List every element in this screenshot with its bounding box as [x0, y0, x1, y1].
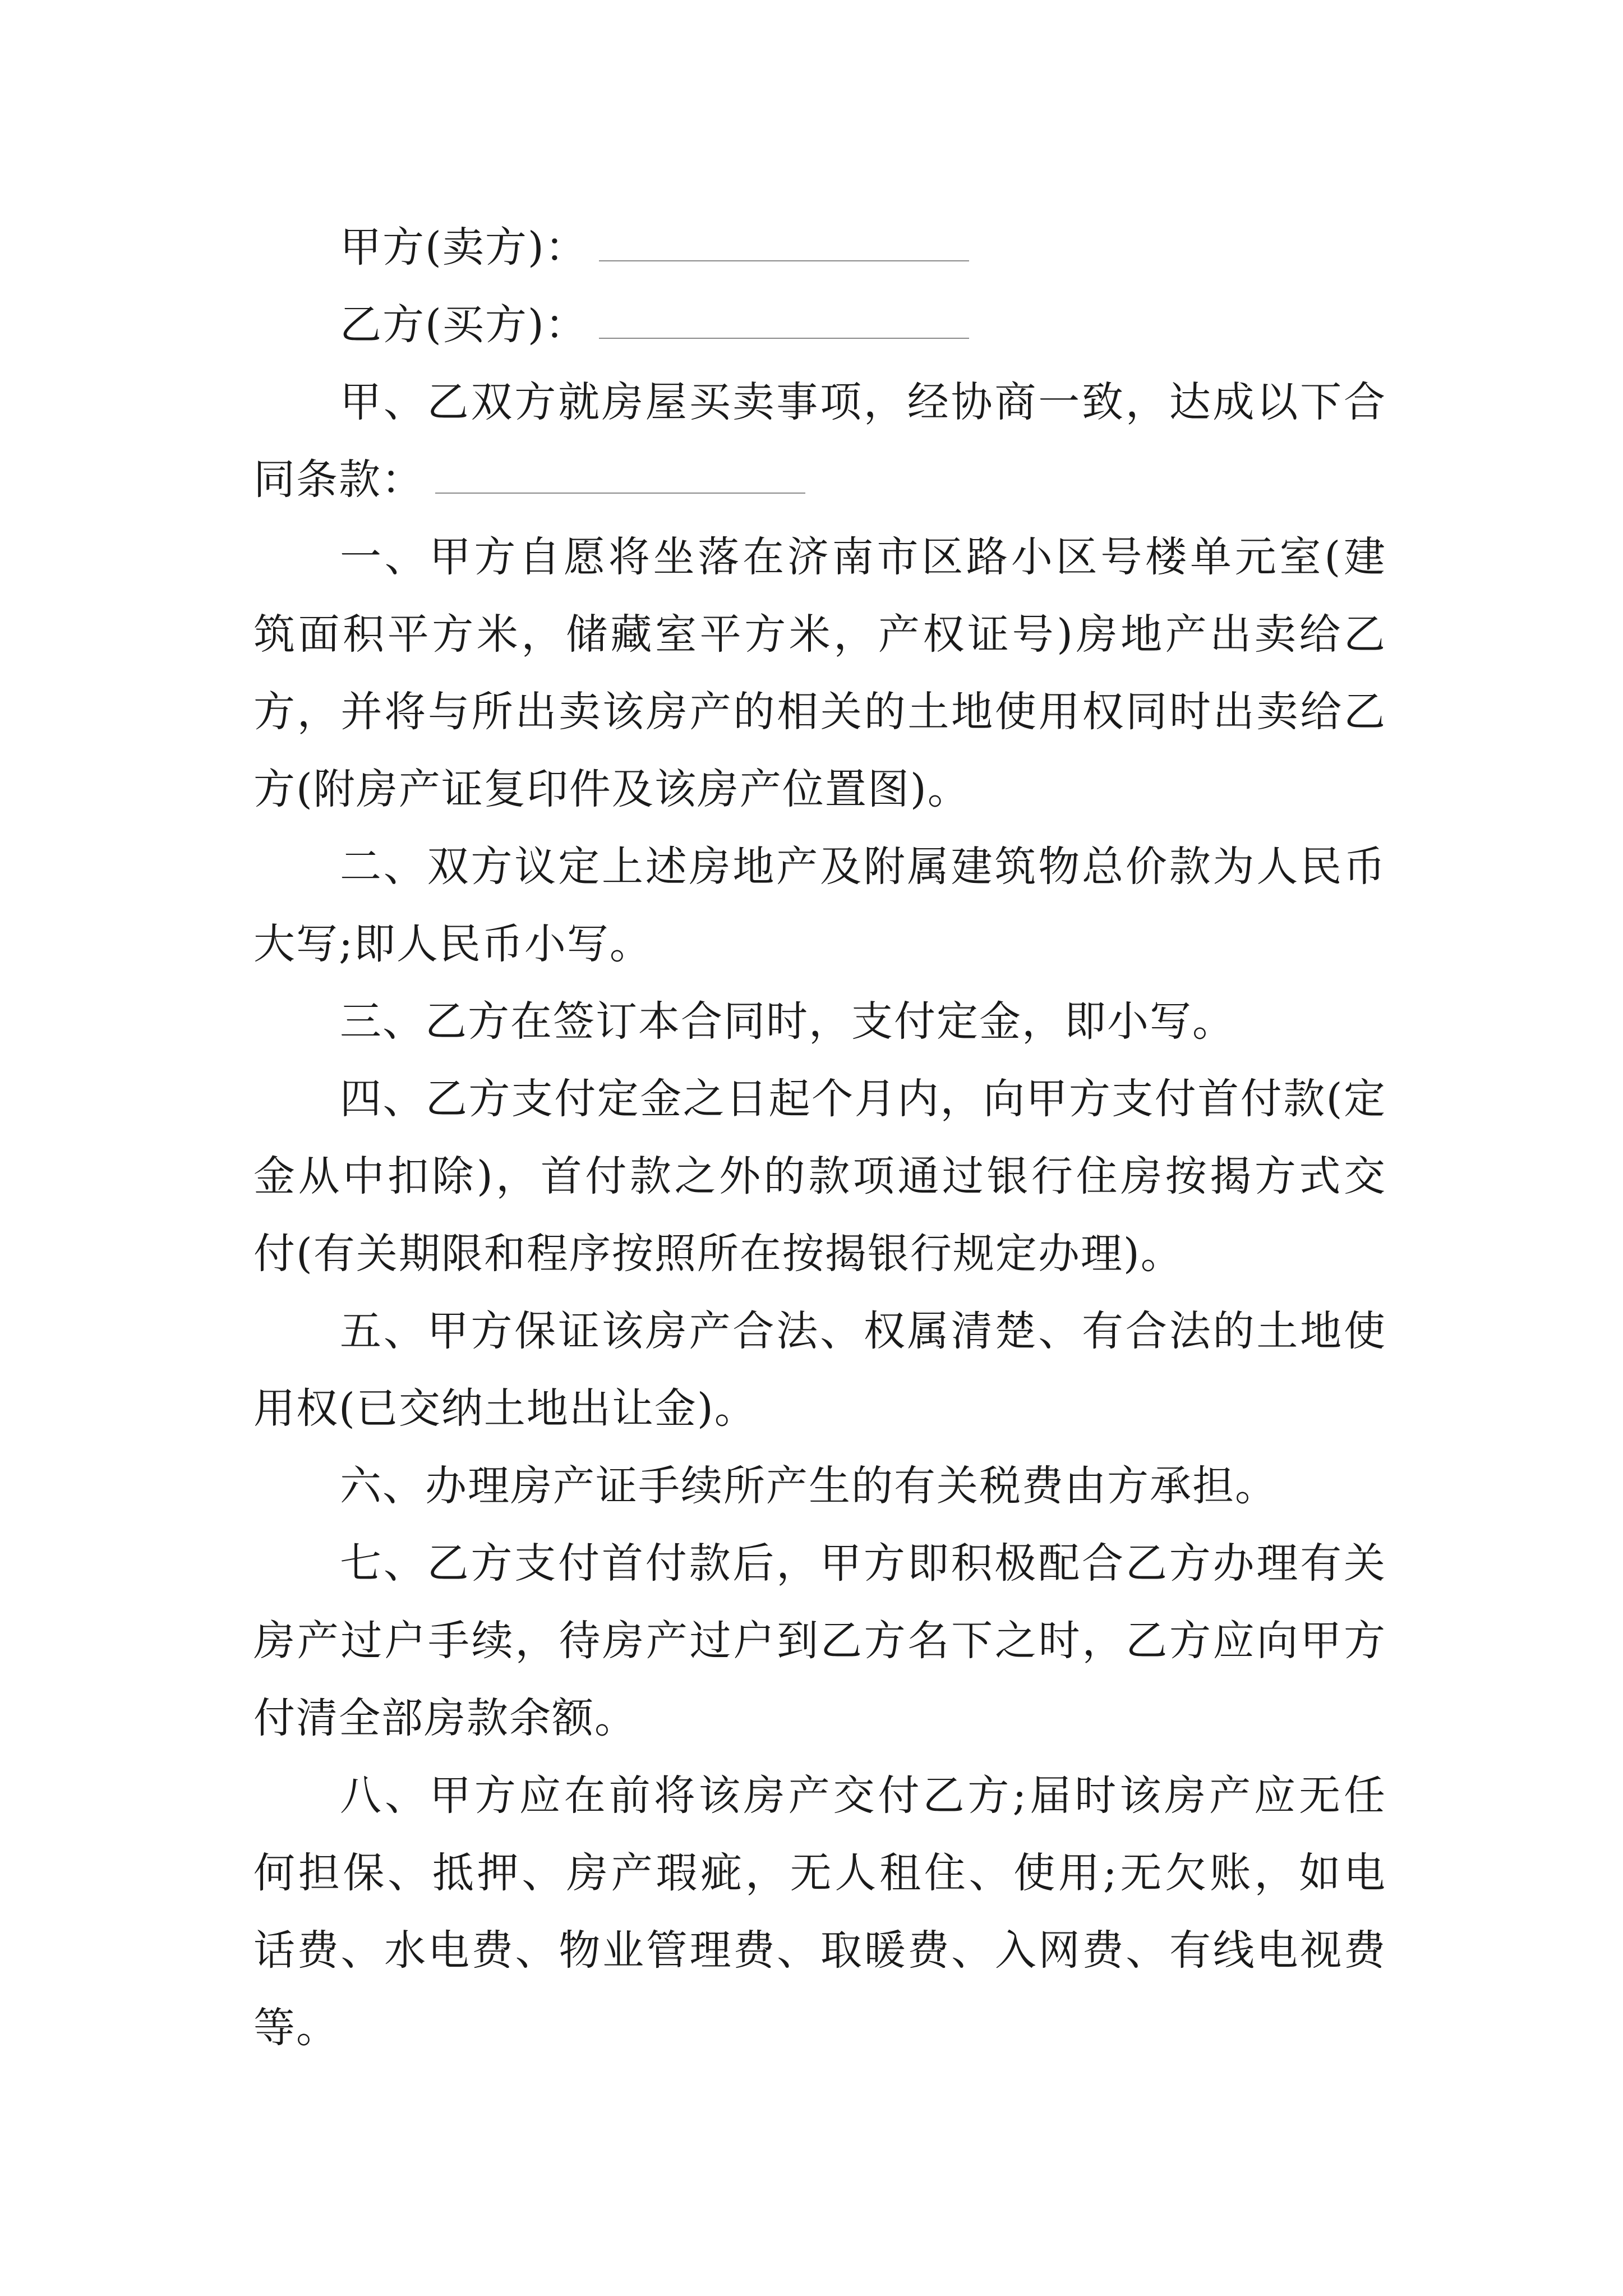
- clause-line: 等。: [253, 2004, 339, 2052]
- clause-line: 话费、水电费、物业管理费、取暖费、入网费、有线电视费: [253, 1926, 1386, 1975]
- party-a-blank-field[interactable]: [599, 227, 969, 261]
- intro-line: 甲、乙双方就房屋买卖事项，经协商一致，达成以下合: [340, 378, 1386, 426]
- contract-body: [253, 209, 1386, 2067]
- party-a-label: 甲方(卖方)：: [340, 223, 588, 272]
- clause-line: 大写;即人民币小写。: [253, 920, 652, 968]
- clause-line: 付(有关期限和程序按照所在按揭银行规定办理)。: [253, 1230, 1183, 1278]
- clause-4: [253, 1060, 1386, 1292]
- clause-line: 三、乙方在签订本合同时，支付定金，即小写。: [340, 997, 1235, 1046]
- clause-line: 用权(已交纳土地出让金)。: [253, 1384, 757, 1433]
- party-b-blank-field[interactable]: [599, 304, 969, 339]
- clause-7: [253, 1525, 1386, 1757]
- clause-8: [253, 1757, 1386, 2067]
- clause-line: 付清全部房款余额。: [253, 1694, 637, 1742]
- clause-line: 七、乙方支付首付款后，甲方即积极配合乙方办理有关: [340, 1539, 1386, 1588]
- clause-line: 四、乙方支付定金之日起个月内，向甲方支付首付款(定: [340, 1075, 1386, 1123]
- clause-line: 一、甲方自愿将坐落在济南市区路小区号楼单元室(建: [340, 533, 1386, 581]
- intro-line-text: 同条款：: [253, 455, 424, 504]
- party-b-line: [253, 286, 1386, 364]
- clause-line: 二、双方议定上述房地产及附属建筑物总价款为人民币: [340, 843, 1386, 891]
- intro-paragraph: [253, 364, 1386, 518]
- party-b-label: 乙方(买方)：: [340, 301, 588, 349]
- clause-line: 何担保、抵押、房产瑕疵，无人租住、使用;无欠账，如电: [253, 1849, 1386, 1897]
- clause-line: 方，并将与所出卖该房产的相关的土地使用权同时出卖给乙: [253, 688, 1386, 736]
- clause-2: [253, 828, 1386, 983]
- clause-line: 六、办理房产证手续所产生的有关税费由方承担。: [340, 1462, 1278, 1510]
- clause-5: [253, 1292, 1386, 1447]
- clause-line: 筑面积平方米，储藏室平方米，产权证号)房地产出卖给乙: [253, 610, 1386, 659]
- clause-1: [253, 518, 1386, 828]
- clause-line: 金从中扣除)，首付款之外的款项通过银行住房按揭方式交: [253, 1152, 1386, 1200]
- clause-line: 方(附房产证复印件及该房产位置图)。: [253, 765, 970, 813]
- clause-3: [253, 983, 1386, 1060]
- party-a-line: [253, 209, 1386, 286]
- clause-line: 房产过户手续，待房产过户到乙方名下之时，乙方应向甲方: [253, 1617, 1386, 1665]
- clause-6: [253, 1447, 1386, 1525]
- terms-blank-field[interactable]: [435, 459, 805, 494]
- clause-line: 八、甲方应在前将该房产交付乙方;届时该房产应无任: [340, 1772, 1386, 1820]
- intro-line: [253, 441, 1386, 518]
- clause-line: 五、甲方保证该房产合法、权属清楚、有合法的土地使: [340, 1307, 1386, 1355]
